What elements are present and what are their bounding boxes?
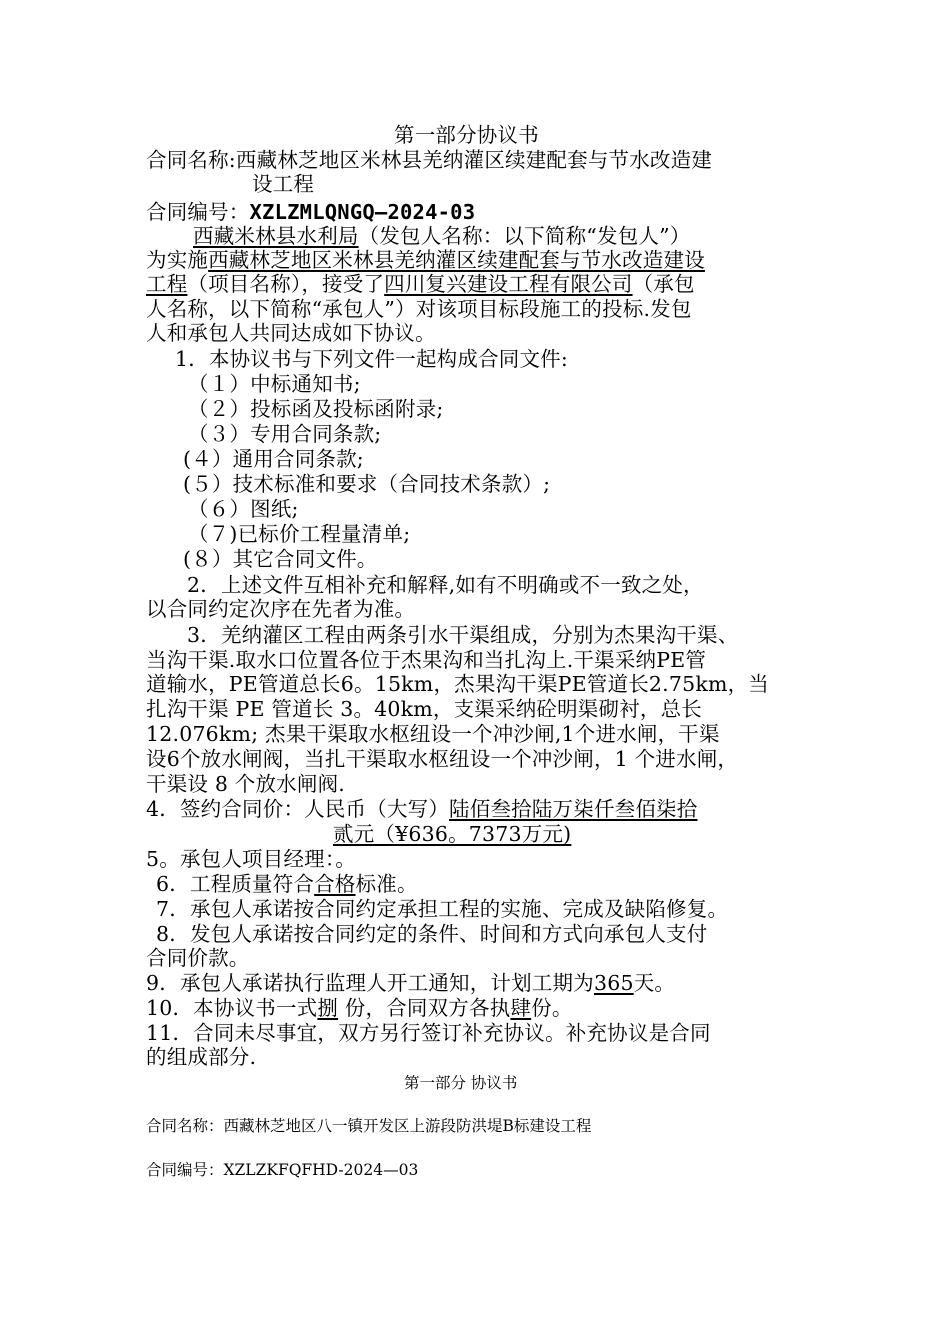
contract-name-cont: 设工程 [252, 172, 315, 196]
contract-name-2: 合同名称：西藏林芝地区八一镇开发区上游段防洪堤B标建设工程 [146, 1117, 592, 1135]
item-3-cont: 道输水，PE管道总长6。15km，杰果沟干渠PE管道长2.75km，当 [146, 672, 770, 696]
contract-number-label: 合同编号： [146, 200, 250, 224]
item-8-cont: 合同价款。 [146, 946, 250, 970]
doc-item: (５）技术标准和要求（合同技术条款）; [183, 472, 551, 496]
item-10 [146, 997, 573, 1021]
doc-item: （２）投标函及投标函附录; [188, 397, 444, 421]
contract-name-value: 西藏林芝地区米林县羌纳灌区续建配套与节水改造建 [235, 148, 713, 172]
intro-text: （承包 [632, 272, 695, 296]
contract-price-words: 陆佰叁拾陆万柒仟叁佰柒拾 [449, 797, 698, 821]
contract-number [146, 201, 475, 225]
item-10-text: 份，合同双方各执 [338, 996, 511, 1020]
intro-line-3 [146, 273, 695, 297]
employer-name: 西藏米林县水利局 [193, 224, 359, 248]
item-10-text: 份。 [531, 996, 573, 1020]
item-3-cont: 设6个放水闸阀，当扎干渠取水枢纽设一个冲沙闸，1 个进水闸， [146, 747, 739, 771]
contract-price-amount: 贰元（¥636。7373万元) [333, 822, 572, 846]
doc-item: （１）中标通知书; [188, 372, 361, 396]
item-6-text: 标准。 [355, 872, 418, 896]
item-2-cont: 以合同约定次序在先者为准。 [146, 597, 416, 621]
item-11: 11．合同未尽事宜，双方另行签订补充协议。补充协议是合同 [146, 1021, 711, 1045]
construction-period: 365 [593, 971, 634, 995]
item-3: 3．羌纳灌区工程由两条引水干渠组成，分别为杰果沟干渠、 [187, 623, 739, 647]
project-name: 西藏林芝地区米林县羌纳灌区续建配套与节水改造建设 [208, 248, 705, 272]
intro-text: （发包人名称：以下简称“发包人”） [358, 224, 691, 248]
item-7: 7．承包人承诺按合同约定承担工程的实施、完成及缺陷修复。 [156, 897, 729, 921]
contract-number-2: 合同编号：XZLZKFQFHD-2024—03 [146, 1161, 419, 1179]
contract-number-value: XZLZMLQNGQ—2024-03 [249, 200, 476, 224]
project-name-cont: 工程 [146, 272, 188, 296]
item-9-text: 天。 [633, 971, 676, 995]
contract-name [146, 149, 712, 173]
item-11-cont: 的组成部分. [146, 1045, 257, 1069]
item-3-cont: 扎沟干渠 PE 管道长 3。40km，支渠采纳砼明渠砌衬，总长 [146, 697, 702, 721]
doc-item: （３）专用合同条款; [188, 422, 382, 446]
intro-text: （项目名称），接受了 [187, 272, 385, 296]
doc-item: (４）通用合同条款; [183, 447, 364, 471]
item-3-cont: 当沟干渠.取水口位置各位于杰果沟和当扎沟上.干渠采纳PE管 [146, 648, 707, 672]
intro-line-4: 人名称，以下简称“承包人”）对该项目标段施工的投标.发包 [146, 297, 692, 321]
contract-name-label: 合同名称: [146, 148, 236, 172]
intro-line-1 [193, 225, 690, 249]
item-9 [146, 972, 675, 996]
doc-item: （６）图纸; [188, 497, 299, 521]
agreement-title: 第一部分协议书 [394, 123, 539, 147]
item-3-cont: 12.076km; 杰果干渠取水枢纽设一个冲沙闸,1个进水闸，干渠 [146, 722, 720, 746]
doc-item: (８）其它合同文件。 [183, 547, 378, 571]
quality-standard: 合格 [314, 872, 356, 896]
contractor-name: 四川复兴建设工程有限公司 [384, 272, 633, 296]
item-6-text: 6．工程质量符合 [156, 872, 315, 896]
doc-item: （７)已标价工程量清单; [188, 522, 411, 546]
item-8: 8．发包人承诺按合同约定的条件、时间和方式向承包人支付 [156, 922, 708, 946]
item-4 [146, 798, 697, 822]
item-1: 1．本协议书与下列文件一起构成合同文件: [175, 347, 568, 371]
intro-line-5: 人和承包人共同达成如下协议。 [146, 321, 436, 345]
item-6 [156, 873, 418, 897]
agreement-title-2: 第一部分 协议书 [404, 1074, 518, 1092]
item-4-label: 4．签约合同价：人民币（大写） [146, 797, 450, 821]
item-5: 5。承包人项目经理：。 [146, 847, 356, 871]
intro-text: 为实施 [146, 248, 209, 272]
item-2: 2．上述文件互相补充和解释,如有不明确或不一致之处， [187, 573, 704, 597]
item-10-text: 10．本协议书一式 [146, 996, 318, 1020]
copies-each: 肆 [510, 996, 532, 1020]
item-9-text: 9．承包人承诺执行监理人开工通知，计划工期为 [146, 971, 594, 995]
item-3-cont: 干渠设 8 个放水闸阀. [146, 772, 345, 796]
intro-line-2 [146, 249, 705, 273]
copies-count: 捌 [317, 996, 339, 1020]
